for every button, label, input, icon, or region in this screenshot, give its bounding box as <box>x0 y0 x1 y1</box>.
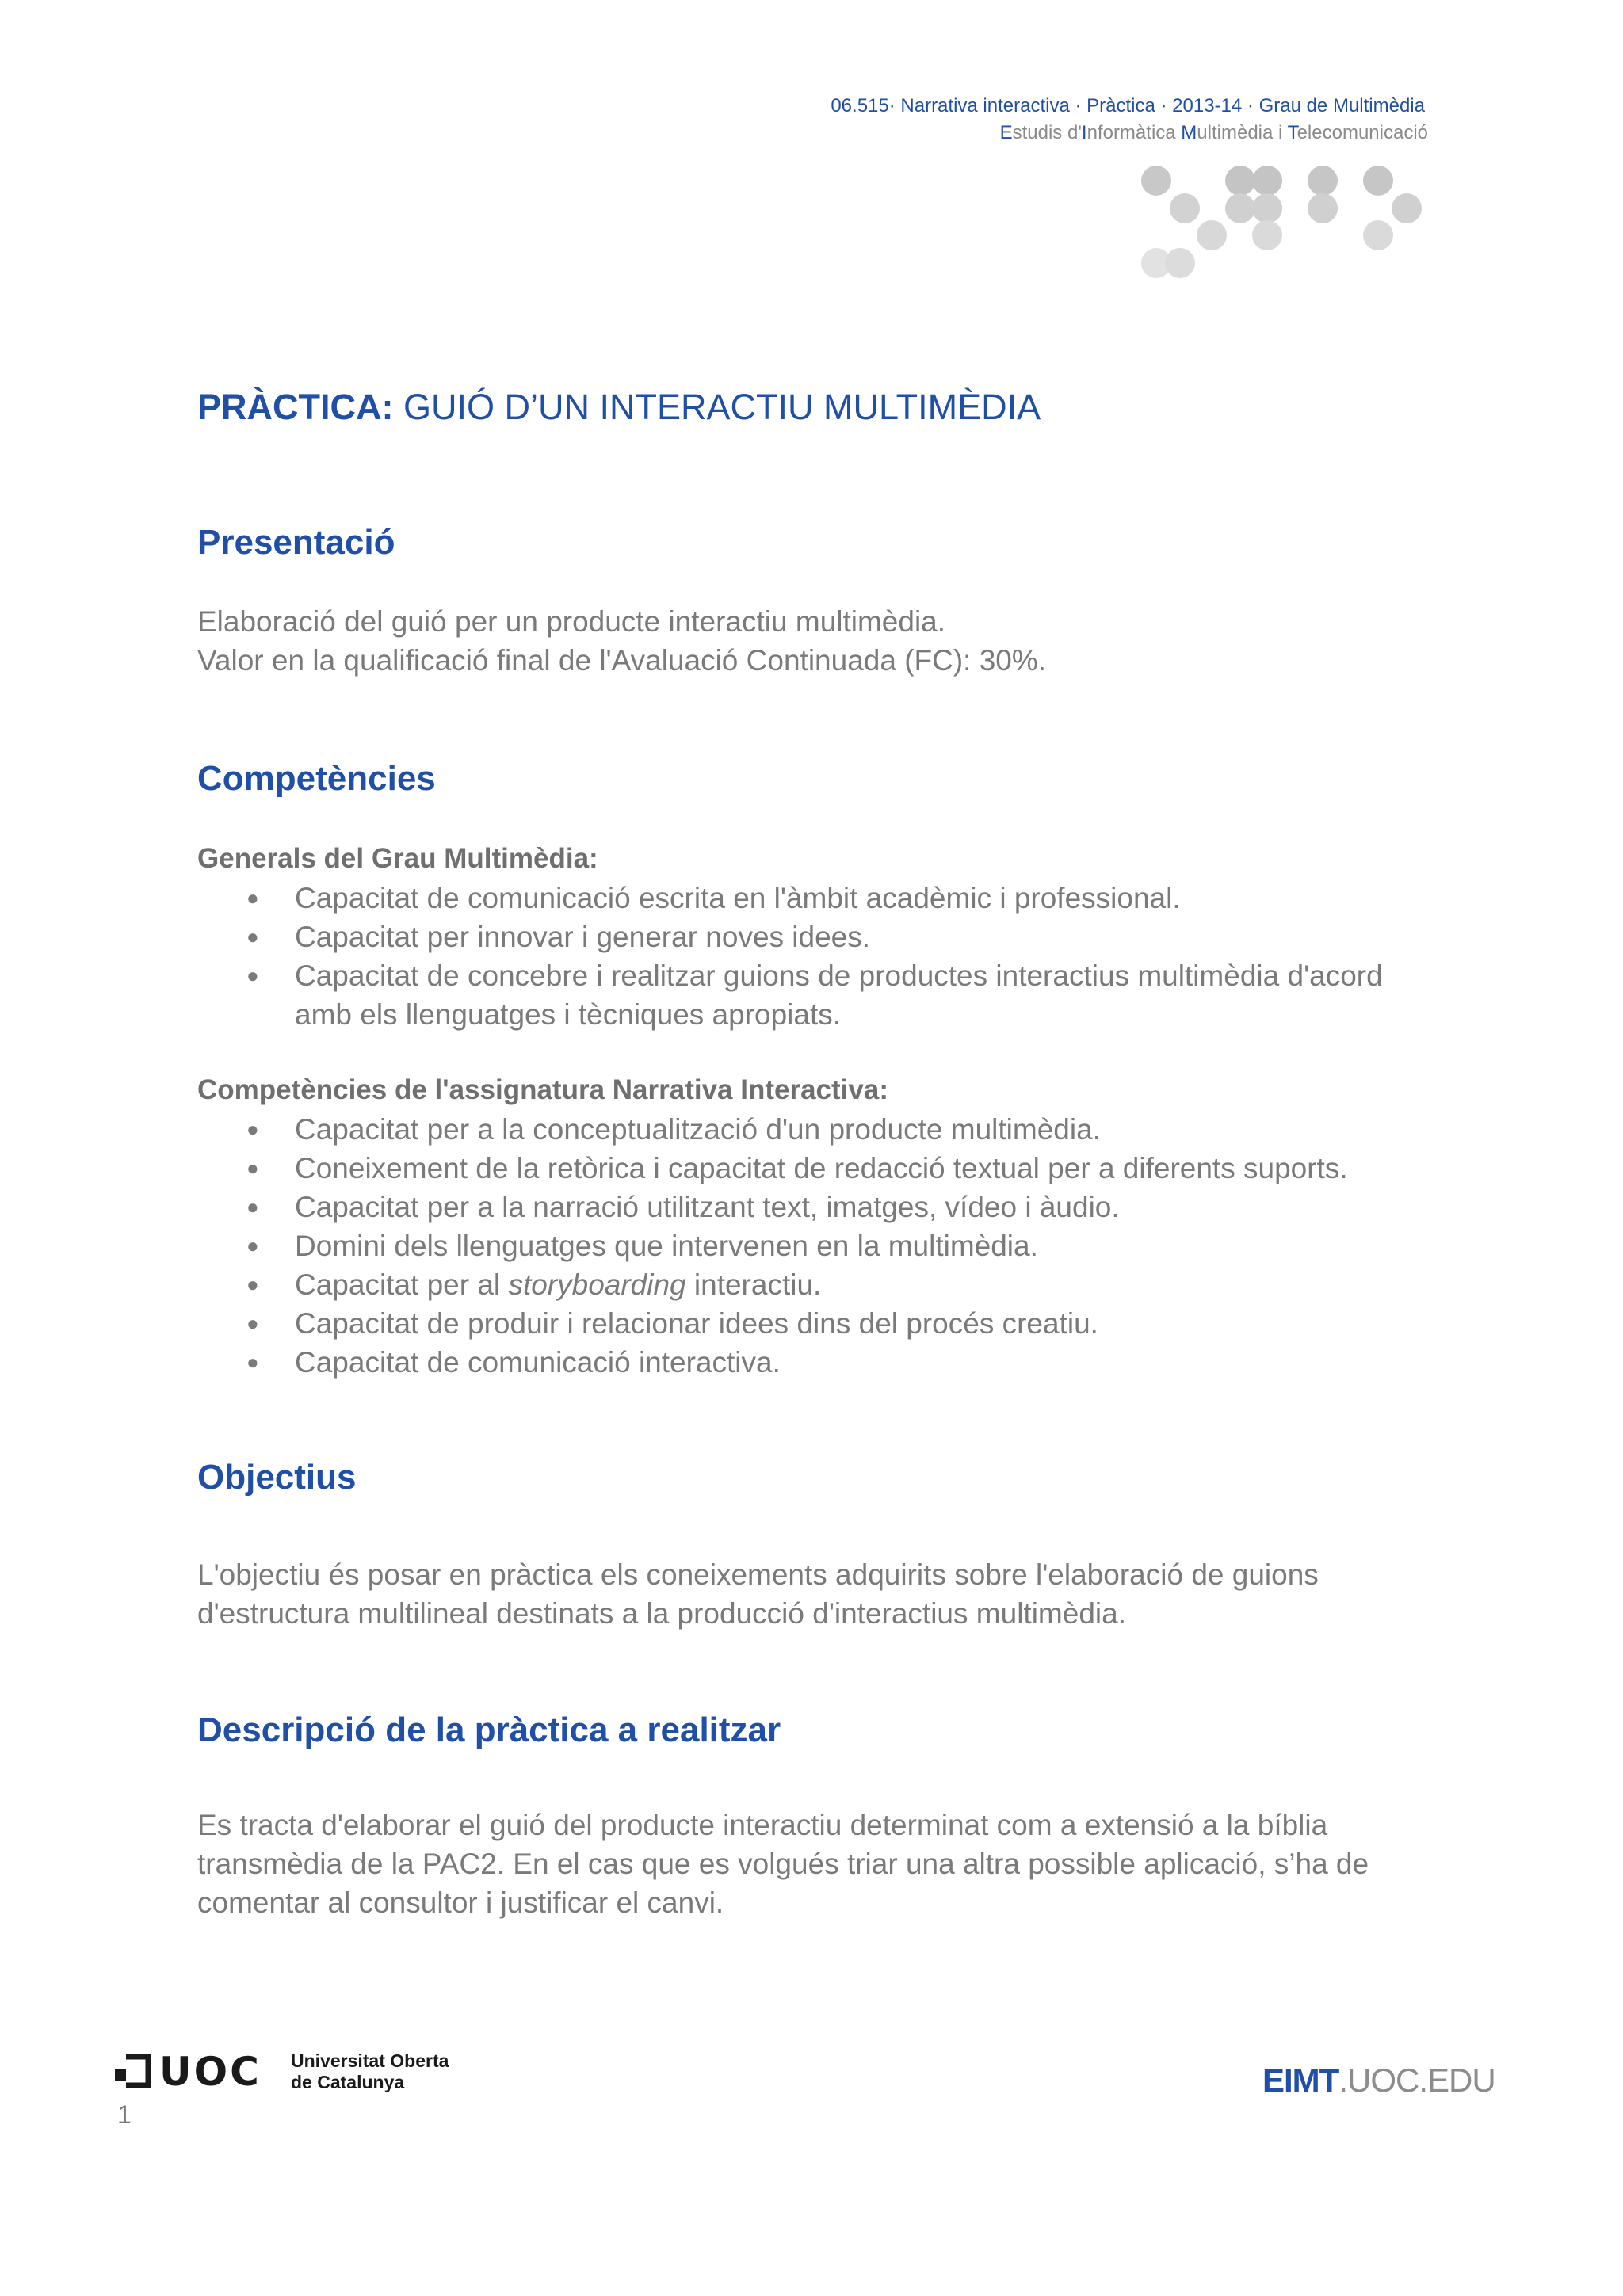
storyboard-em: storyboarding <box>508 1268 686 1301</box>
list-item: ● Capacitat de produir i relacionar idees dins del procés creatiu. <box>197 1304 1434 1343</box>
page-number: 1 <box>117 2100 132 2129</box>
list-item: ● Capacitat de concebre i realitzar guions de productes interactius multimèdia d'acord amb els llenguatges i tècniques apropiats. <box>197 956 1434 1034</box>
heading-presentacio: Presentació <box>197 523 395 562</box>
dot <box>1225 166 1255 196</box>
objectius-text: L'objectiu és posar en pràctica els coneixements adquirits sobre l'elaboració de guions d'estructura multilineal destinats a la producció d'interactius multimèdia. <box>197 1558 1319 1630</box>
list-item: ● Capacitat de comunicació escrita en l'àmbit acadèmic i professional. <box>197 879 1434 917</box>
descripcio-text: Es tracta d'elaborar el guió del producte interactiu determinat com a extensió a la bíblia transmèdia de la PAC2. En el cas que es volgués triar una altra possible aplicació, s’ha de comentar al consultor i justificar el canvi. <box>197 1809 1369 1919</box>
list-item: ● Coneixement de la retòrica i capacitat de redacció textual per a diferents suports. <box>197 1149 1434 1188</box>
dot <box>1141 166 1171 196</box>
header-text: ultimèdia i <box>1197 122 1288 143</box>
dot <box>1252 166 1282 196</box>
list-generals <box>197 879 1434 1034</box>
uoc-mark-icon <box>115 2054 151 2088</box>
dot <box>1308 166 1338 196</box>
header-text: studis d' <box>1012 122 1082 143</box>
dot <box>1252 193 1282 223</box>
presentacio-line-2: Valor en la qualificació final de l'Avaluació Continuada (FC): 30%. <box>197 644 1047 677</box>
heading-objectius: Objectius <box>197 1458 357 1497</box>
heading-descripcio: Descripció de la pràctica a realitzar <box>197 1711 781 1749</box>
list-assignatura <box>197 1110 1434 1382</box>
uoc-logo <box>115 2050 472 2098</box>
header-course-line: 06.515· Narrativa interactiva · Pràctica · 2013-14 · Grau de Multimèdia <box>831 95 1425 116</box>
header-initial: I <box>1081 122 1087 143</box>
dot <box>1392 193 1422 223</box>
heading-competencies: Competències <box>197 759 436 798</box>
eimt-rest: .UOC.EDU <box>1338 2061 1495 2099</box>
list-item: ● Capacitat per a la conceptualització d'un producte multimèdia. <box>197 1110 1434 1149</box>
header-text: nformàtica <box>1086 122 1182 143</box>
uoc-name-line-1: Universitat Oberta <box>291 2050 449 2071</box>
dot <box>1197 220 1227 250</box>
title-prefix: PRÀCTICA: <box>197 387 394 427</box>
list-item: ● Domini dels llenguatges que intervenen en la multimèdia. <box>197 1226 1434 1265</box>
dot <box>1225 193 1255 223</box>
header-text: elecomunicació <box>1296 122 1428 143</box>
uoc-name-line-2: de Catalunya <box>291 2072 405 2092</box>
list-item <box>197 1265 1434 1304</box>
header-initial: T <box>1287 122 1297 143</box>
dot <box>1363 220 1393 250</box>
presentacio-line-1: Elaboració del guió per un producte interactiu multimèdia. <box>197 605 946 638</box>
header-initial: M <box>1181 122 1197 143</box>
dot <box>1308 193 1338 223</box>
list-item: ● Capacitat de comunicació interactiva. <box>197 1343 1434 1382</box>
decorative-dots-logo <box>1141 158 1434 285</box>
dot <box>1252 220 1282 250</box>
eimt-bold: EIMT <box>1262 2061 1339 2099</box>
title-rest: GUIÓ D’UN INTERACTIU MULTIMÈDIA <box>393 387 1041 427</box>
list-item: ● Capacitat per innovar i generar noves idees. <box>197 917 1434 956</box>
uoc-short: UOC <box>159 2049 262 2095</box>
list-item: ● Capacitat per a la narració utilitzant text, imatges, vídeo i àudio. <box>197 1188 1434 1226</box>
storyboard-post: interactiu. <box>685 1268 822 1301</box>
dot <box>1165 248 1195 278</box>
eimt-logo <box>1262 2061 1495 2100</box>
dot <box>1170 193 1200 223</box>
header-studies-line <box>1000 122 1428 144</box>
presentacio-text <box>197 602 1434 680</box>
subheading-generals: Generals del Grau Multimèdia: <box>197 843 598 874</box>
storyboard-pre: Capacitat per al <box>295 1268 509 1301</box>
uoc-name <box>291 2050 449 2093</box>
header-initial: E <box>999 122 1013 143</box>
page-title <box>197 387 1041 428</box>
dot <box>1363 166 1393 196</box>
subheading-assignatura: Competències de l'assignatura Narrativa Interactiva: <box>197 1074 888 1105</box>
